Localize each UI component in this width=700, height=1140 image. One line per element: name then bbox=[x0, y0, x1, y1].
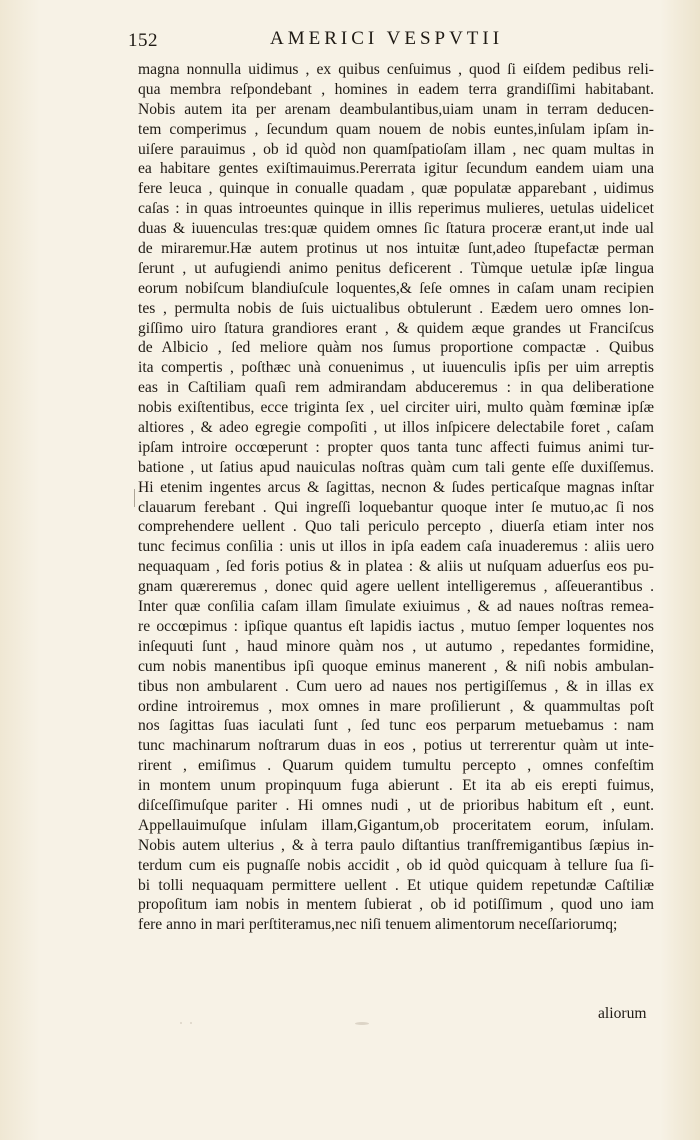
text-line: nos ſagittas ſuas iaculati ſunt , ſed tunc eos perparum metuebamus : nam bbox=[138, 717, 654, 735]
text-line: Appellauimuſque inſulam illam,Gigantum,ob proceritatem eorum, inſulam. bbox=[138, 816, 654, 834]
ink-smudge bbox=[180, 1022, 182, 1024]
text-line: eorum nobiſcum blandiuſcule loquentes,& ſeſe omnes in caſam unam recipien bbox=[138, 279, 654, 297]
text-line: Hi etenim ingentes arcus & ſagittas, necnon & ſudes perticaſque magnas inſtar bbox=[138, 478, 654, 496]
text-line: giſſimo uiro ſtatura grandiores erant , & quidem æque grandes ut Franciſcus bbox=[138, 319, 654, 337]
text-line: batione , ut ſatius apud nauiculas noſtras quàm cum tali gente eſſe duxiſſemus. bbox=[138, 458, 654, 476]
text-line: uiſere parauimus , ob id quòd non quamſpatioſam illam , nec quam multas in bbox=[138, 140, 654, 158]
text-line: eas in Caſtiliam quaſi rem admirandam abduceremus : in qua deliberatione bbox=[138, 379, 654, 397]
text-line: tunc fecimus conſilia : unis ut illos in ipſa eadem caſa inuaderemus : aliis uero bbox=[138, 538, 654, 556]
margin-mark bbox=[134, 489, 135, 507]
text-line: cum nobis manentibus ipſi quoque eminus manerent , & niſi nobis ambulan- bbox=[138, 657, 654, 675]
text-line: ipſam introire occœperunt : propter quos tanta tunc affecti fuimus animi tur- bbox=[138, 438, 654, 456]
text-line: in montem unum propinquum fuga abierunt . Et ita ab eis erepti fuimus, bbox=[138, 777, 654, 795]
text-line: inſequuti ſunt , haud minore quàm nos , ut autumo , repedantes formidine, bbox=[138, 637, 654, 655]
text-line: clauarum ferebant . Qui ingreſſi loquebantur quoque inter ſe mutuo,ac ſi nos bbox=[138, 498, 654, 516]
text-line: de Albicio , ſed meliore quàm nos ſumus proportione compactæ . Quibus bbox=[138, 339, 654, 357]
text-line: altiores , & adeo egregie compoſiti , ut illos inſpicere delectabile foret , caſam bbox=[138, 419, 654, 437]
text-line: caſas : in quas introeuntes quinque in illis reperimus mulieres, uetulas uidelicet bbox=[138, 200, 654, 218]
text-line: magna nonnulla uidimus , ex quibus cenſuimus , quod ſi eiſdem pedibus reli- bbox=[138, 61, 654, 78]
page-header bbox=[0, 30, 700, 60]
text-line: nobis exiſtentibus, ecce triginta ſex , uel circiter uiri, multo quàm fœminæ ipſæ bbox=[138, 399, 654, 417]
text-line: ordine introiremus , mox omnes in mare proſilierunt , & quammultas poſt bbox=[138, 697, 654, 715]
text-line: Inter quæ conſilia caſam illam ſimulate exiuimus , & ad naues noſtras remea- bbox=[138, 598, 654, 616]
text-line: tem comperimus , ſecundum quam nouem de nobis euntes,inſulam ipſam in- bbox=[138, 120, 654, 138]
text-line: fere anno in mari perſtiteramus,nec niſi tenuem alimentorum neceſſariorumq; bbox=[138, 916, 618, 934]
running-head: AMERICI VESPVTII bbox=[270, 28, 504, 49]
text-line: Nobis autem ita per arenam deambulantibus,uiam unam in terram deducen- bbox=[138, 100, 654, 118]
text-line: tes , permulta nobis de ſuis uictualibus obtulerunt . Eædem uero omnes lon- bbox=[138, 299, 654, 317]
text-line: de miraremur.Hæ autem protinus ut nos intuitæ ſunt,adeo ſtupefactæ perman bbox=[138, 240, 654, 258]
text-line: rirent , emiſimus . Quarum quidem tumultu percepto , omnes confeſtim bbox=[138, 757, 654, 775]
text-line: fere leuca , quinque in conualle quadam , quæ populatæ apparebant , uidimus bbox=[138, 180, 654, 198]
text-line: duas & iuuenculas tres:quæ quidem omnes ſic ſtatura proceræ erant,ut inde ual bbox=[138, 220, 654, 238]
text-line: tunc machinarum noſtrarum duas in eos , potius ut terrerentur quàm ut inte- bbox=[138, 737, 654, 755]
text-line: bi tolli nequaquam permittere uellent . Et utique quidem repetundæ Caſtiliæ bbox=[138, 876, 654, 894]
text-line: propoſitum iam nobis in mentem ſubierat , ob id potiſſimum , quod uno iam bbox=[138, 896, 654, 914]
text-line: qua membra reſpondebant , homines in eadem terra grandiſſimi habitabant. bbox=[138, 80, 654, 98]
text-line: tibus non ambularent . Cum uero ad naues nos pertigiſſemus , & in illas ex bbox=[138, 677, 654, 695]
catchword: aliorum bbox=[598, 1005, 647, 1022]
text-line: re occœpimus : ipſique quantus eſt lapidis iactus , mutuo ſemper loquentes nos bbox=[138, 617, 654, 635]
text-line: nequaquam , ſed foris potius & in platea : & aliis ut nuſquam aduerſus eos pu- bbox=[138, 558, 654, 576]
text-line: terdum cum eis pugnaſſe nobis accidit , ob id quòd quicquam à tellure ſua ſi- bbox=[138, 856, 654, 874]
text-line: gnam quæreremus , donec quid agere uellent intelligeremus , aſſeuerantibus . bbox=[138, 578, 654, 596]
text-line: ſerunt , ut aufugiendi animo penitus deficerent . Tùmque uetulæ ipſæ lingua bbox=[138, 259, 654, 277]
text-line: ea habitare gentes exiſtimauimus.Pererrata igitur ſecundum eandem uiam una bbox=[138, 160, 654, 178]
body-text bbox=[138, 60, 654, 935]
ink-smudge bbox=[355, 1022, 369, 1025]
ink-smudge bbox=[190, 1022, 192, 1024]
page-number: 152 bbox=[128, 30, 158, 51]
text-line: diſceſſimuſque pariter . Hi omnes nudi , ut de prioribus habitum eſt , eunt. bbox=[138, 796, 654, 814]
text-line: ita compertis , poſthæc unà conuenimus , ut iuuenculis ipſis per uim arreptis bbox=[138, 359, 654, 377]
text-line: comprehendere uellent . Quo tali periculo percepto , diuerſa etiam inter nos bbox=[138, 518, 654, 536]
text-line: Nobis autem ulterius , & à terra paulo diſtantius tranſfremigantibus ſæpius in- bbox=[138, 836, 654, 854]
